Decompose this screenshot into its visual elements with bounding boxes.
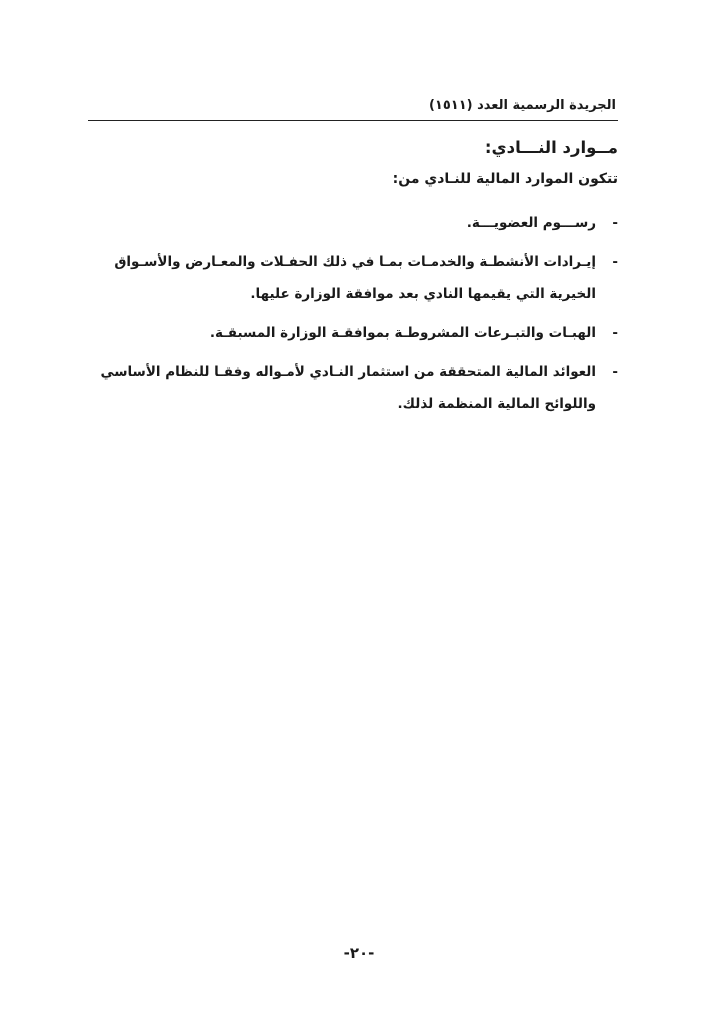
list-item-text: العوائد المالية المتحققة من استثمار النـادي لأمـواله وفقـا للنظام الأساسي واللوائح المالية المنظمة لذلك.: [100, 364, 596, 412]
section-title: مــوارد النـــادي:: [484, 138, 618, 157]
section-intro: تتكون الموارد المالية للنـادي من:: [392, 171, 618, 187]
list-dash: -: [612, 254, 618, 270]
list-item-text: رســـوم العضويـــة.: [466, 215, 596, 231]
list-item: [80, 356, 618, 420]
list-dash: -: [612, 364, 618, 380]
gazette-title: الجريدة الرسمية العدد (١٥١١): [428, 98, 616, 113]
list-item-text: إيـرادات الأنشطـة والخدمـات بمـا في ذلك الحفـلات والمعـارض والأسـواق الخيرية التي يقيمها النادي بعد موافقة الوزارة عليها.: [114, 254, 596, 302]
page-header: [88, 96, 618, 121]
list-dash: -: [612, 325, 618, 341]
list-item: [80, 207, 618, 239]
page-number: -٢٠-: [343, 944, 375, 962]
list-item: [80, 317, 618, 349]
list-item: [80, 246, 618, 310]
resources-list: [80, 207, 618, 420]
page-content: [80, 138, 618, 427]
list-item-text: الهبـات والتبـرعات المشروطـة بموافقـة الوزارة المسبقـة.: [209, 325, 596, 341]
list-dash: -: [612, 215, 618, 231]
